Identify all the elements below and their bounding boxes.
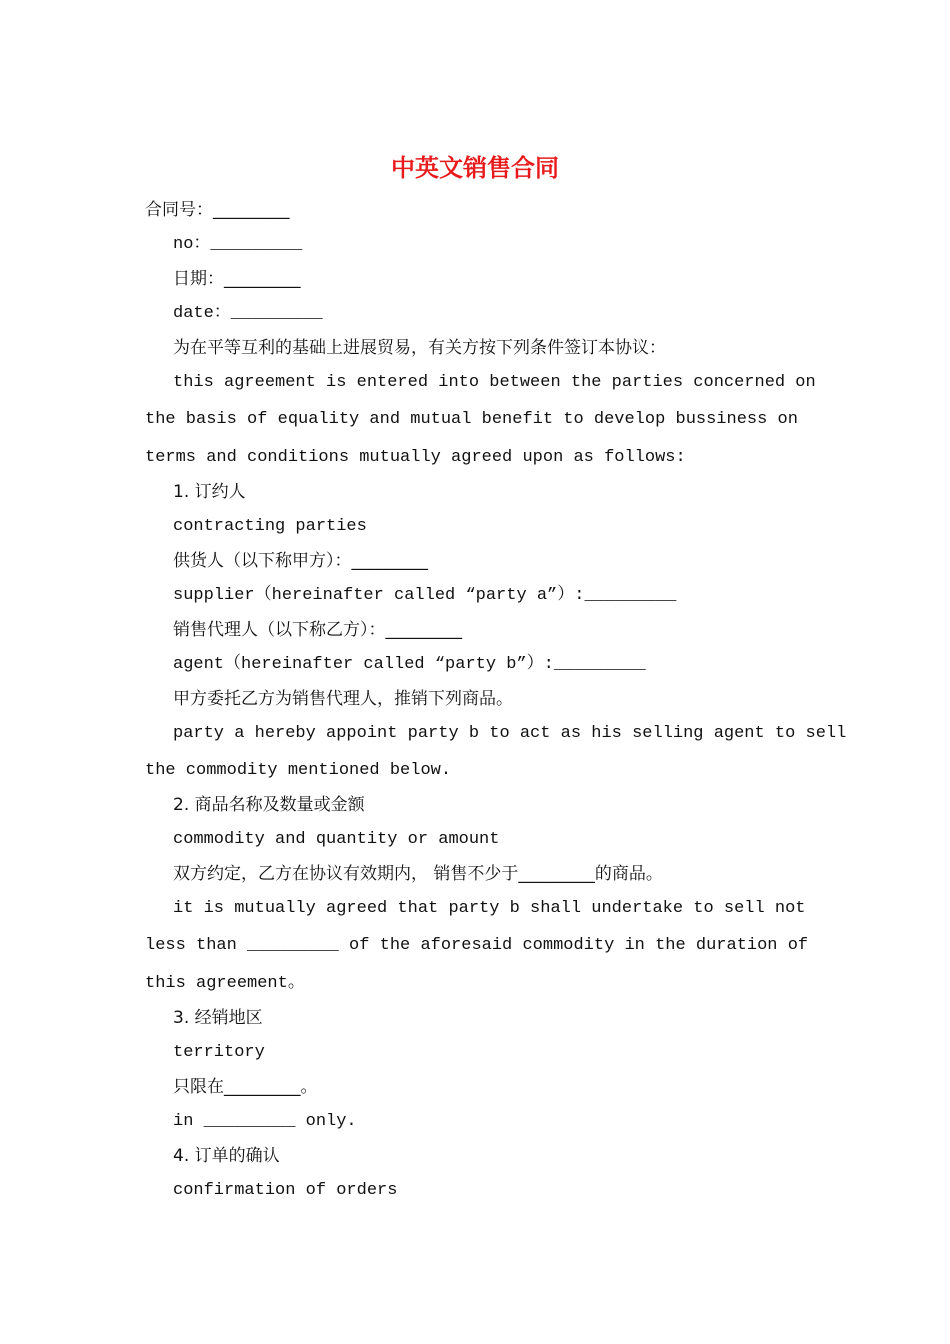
section-2-heading-cn: 2. 商品名称及数量或金额: [173, 795, 365, 815]
section-2-heading-en: commodity and quantity or amount: [173, 830, 500, 849]
supplier-en: supplier（hereinafter called “party a”）:_________: [173, 586, 677, 605]
preamble-en-3: terms and conditions mutually agreed upon as follows:: [145, 448, 686, 467]
section-4-heading-cn: 4. 订单的确认: [173, 1146, 280, 1166]
section-1-heading-cn: 1. 订约人: [173, 482, 246, 502]
contract-number-en: no：_________: [173, 235, 303, 254]
contract-number-cn: 合同号：_________: [145, 200, 290, 220]
appointment-en-2: the commodity mentioned below.: [145, 761, 452, 780]
date-cn: 日期：_________: [173, 269, 301, 289]
quantity-clause-en-3: this agreement。: [145, 974, 305, 993]
section-4-heading-en: confirmation of orders: [173, 1181, 398, 1200]
preamble-en-1: this agreement is entered into between the parties concerned on: [173, 373, 816, 392]
appointment-cn: 甲方委托乙方为销售代理人，推销下列商品。: [173, 689, 513, 709]
preamble-en-2: the basis of equality and mutual benefit to develop bussiness on: [145, 410, 798, 429]
quantity-clause-cn: 双方约定，乙方在协议有效期内， 销售不少于_________的商品。: [173, 864, 663, 884]
section-3-heading-cn: 3. 经销地区: [173, 1008, 263, 1028]
date-en: date：_________: [173, 304, 323, 323]
quantity-clause-en-2: less than _________ of the aforesaid commodity in the duration of: [145, 936, 809, 955]
appointment-en-1: party a hereby appoint party b to act as his selling agent to sell: [173, 724, 847, 743]
territory-clause-cn: 只限在_________。: [173, 1077, 318, 1097]
contract-title: 中英文销售合同: [391, 153, 559, 182]
preamble-cn: 为在平等互利的基础上进展贸易，有关方按下列条件签订本协议：: [173, 338, 666, 358]
agent-cn: 销售代理人（以下称乙方）：_________: [173, 620, 462, 640]
agent-en: agent（hereinafter called “party b”）:_________: [173, 655, 646, 674]
section-1-heading-en: contracting parties: [173, 517, 367, 536]
section-3-heading-en: territory: [173, 1043, 265, 1062]
supplier-cn: 供货人（以下称甲方）：_________: [173, 551, 428, 571]
territory-clause-en: in _________ only.: [173, 1112, 357, 1131]
quantity-clause-en-1: it is mutually agreed that party b shall undertake to sell not: [173, 899, 806, 918]
